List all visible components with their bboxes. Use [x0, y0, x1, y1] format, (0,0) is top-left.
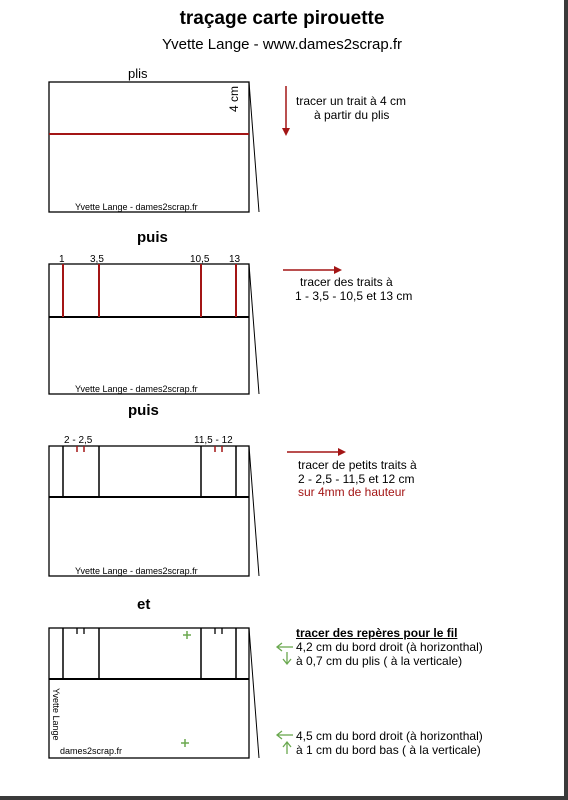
step2-tick-2: 3,5	[90, 254, 104, 265]
step4-note-line3: 4,5 cm du bord droit (à horizonthal)	[296, 729, 483, 743]
arrow-left-icon	[277, 643, 293, 651]
step4-note-line4: à 1 cm du bord bas ( à la verticale)	[296, 743, 481, 757]
step3-note-line1: tracer de petits traits à	[298, 458, 417, 472]
step4-side-text: Yvette Lange	[51, 688, 61, 741]
step2-tick-4: 13	[229, 254, 241, 265]
step3-note-line2: 2 - 2,5 - 11,5 et 12 cm	[298, 472, 415, 486]
step1-note-line2: à partir du plis	[314, 108, 390, 122]
step1-card	[49, 82, 290, 212]
step3-tick-left: 2 - 2,5	[64, 435, 93, 446]
arrow-down-icon	[283, 652, 291, 664]
step3-tick-right: 11,5 - 12	[194, 435, 233, 446]
step4-heading: et	[137, 596, 151, 613]
step1-measure-label: 4 cm	[227, 85, 241, 112]
step2-tick-3: 10,5	[190, 254, 210, 265]
arrow-up-icon	[283, 742, 291, 754]
step4-card	[49, 628, 293, 758]
step4-footer: dames2scrap.fr	[60, 746, 123, 756]
step1-heading: plis	[128, 66, 148, 81]
step3-note-line3: sur 4mm de hauteur	[298, 485, 406, 499]
step2-footer: Yvette Lange - dames2scrap.fr	[75, 384, 198, 394]
step4-note-line1: 4,2 cm du bord droit (à horizonthal)	[296, 640, 483, 654]
step2-heading: puis	[137, 229, 168, 246]
page-subtitle: Yvette Lange - www.dames2scrap.fr	[161, 36, 403, 53]
step2-card	[49, 264, 342, 394]
step1-footer: Yvette Lange - dames2scrap.fr	[75, 202, 198, 212]
plus-mark-icon	[183, 631, 191, 639]
plus-mark-icon	[181, 739, 189, 747]
step3-footer: Yvette Lange - dames2scrap.fr	[75, 566, 198, 576]
step2-tick-1: 1	[59, 254, 65, 265]
step1-note-line1: tracer un trait à 4 cm	[296, 94, 407, 108]
step4-note-title: tracer des repères pour le fil	[296, 626, 458, 640]
step2-note-line1: tracer des traits à	[300, 275, 393, 289]
step4-note-line2: à 0,7 cm du plis ( à la verticale)	[296, 654, 463, 668]
arrow-left-icon	[277, 731, 293, 739]
step3-heading: puis	[128, 402, 159, 419]
step2-note-line2: 1 - 3,5 - 10,5 et 13 cm	[295, 289, 413, 303]
arrowhead-down-icon	[282, 128, 290, 136]
page-title: traçage carte pirouette	[179, 8, 385, 29]
